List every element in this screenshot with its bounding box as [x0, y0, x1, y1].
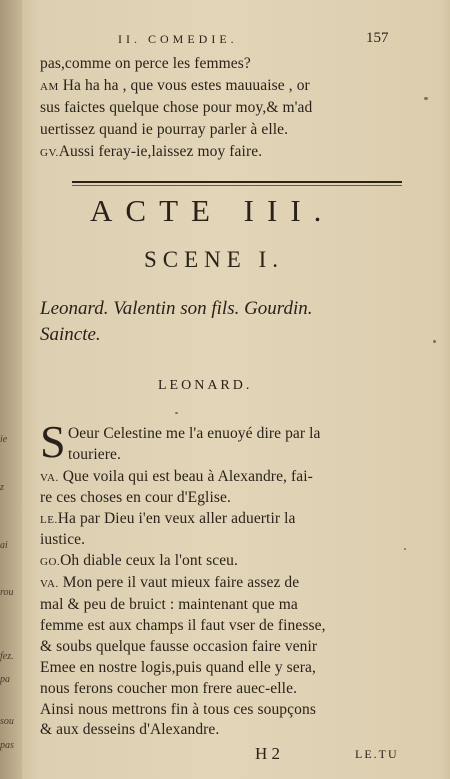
- signature-mark: H 2: [255, 744, 281, 763]
- cast-list-continued: Saincte.: [40, 324, 101, 345]
- margin-fragment: ai: [0, 540, 8, 551]
- line-text: Oeur Celestine me l'a enuoyé dire par la: [68, 425, 321, 442]
- speaker-tag: VA.: [40, 578, 59, 590]
- speaker-tag: GO.: [40, 556, 61, 568]
- line-text: & aux desseins d'Alexandre.: [40, 721, 220, 738]
- line-text: touriere.: [68, 446, 121, 463]
- margin-fragment: pa: [0, 674, 10, 685]
- text-line: [40, 721, 219, 739]
- text-line: [68, 446, 121, 464]
- line-text: nous ferons coucher mon frere auec-elle.: [40, 680, 298, 697]
- line-text: pas,comme on perce les femmes?: [40, 55, 251, 72]
- speaker-tag: LE.: [40, 514, 58, 526]
- ink-spot: [424, 97, 428, 100]
- line-text: Que voila qui est beau à Alexandre, fai-: [62, 468, 313, 485]
- speaker-heading: LEONARD.: [158, 378, 253, 393]
- margin-fragment: rou: [0, 587, 14, 598]
- text-line: [40, 638, 317, 656]
- line-text: re ces choses en cour d'Eglise.: [40, 489, 231, 506]
- section-rule: [72, 181, 402, 183]
- margin-fragment: pas: [0, 740, 14, 751]
- scene-title: SCENE I.: [144, 247, 284, 272]
- text-line: [40, 617, 326, 635]
- section-rule-thin: [72, 185, 402, 186]
- cast-list: Leonard. Valentin son fils. Gourdin.: [40, 298, 313, 319]
- text-line: [68, 425, 321, 443]
- line-text: mal & peu de bruict : maintenant que ma: [40, 596, 298, 613]
- text-line: [40, 552, 238, 570]
- text-line: [40, 55, 251, 73]
- text-line: [40, 531, 85, 549]
- text-line: [40, 659, 316, 677]
- line-text: Emee en nostre logis,puis quand elle y sera,: [40, 659, 317, 676]
- page-number: 157: [366, 30, 389, 46]
- ink-spot: [404, 548, 406, 550]
- text-line: [40, 574, 299, 592]
- line-text: Ha ha ha , que vous estes mauuaise , or: [62, 77, 310, 94]
- text-line: [40, 468, 313, 486]
- ink-spot: [175, 412, 178, 414]
- margin-fragment: sou: [0, 716, 14, 727]
- ink-spot: [433, 340, 436, 343]
- line-text: sus faictes quelque chose pour moy,& m'ad: [40, 99, 313, 116]
- act-title: ACTE III.: [90, 193, 335, 228]
- text-line: [40, 77, 310, 95]
- line-text: Aussi feray-ie,laissez moy faire.: [58, 143, 263, 160]
- text-line: [40, 701, 316, 719]
- text-line: [40, 121, 288, 139]
- line-text: iustice.: [40, 531, 86, 548]
- facing-page-margin: [0, 0, 22, 779]
- margin-fragment: ie: [0, 434, 8, 445]
- line-text: Mon pere il vaut mieux faire assez de: [62, 574, 300, 591]
- text-line: [40, 99, 312, 117]
- speaker-tag: AM: [40, 81, 59, 93]
- line-text: uertissez quand ie pourray parler à elle.: [40, 121, 289, 138]
- catchword: LE.TU: [355, 747, 399, 761]
- line-text: Oh diable ceux la l'ont sceu.: [60, 552, 238, 569]
- speaker-tag: GV.: [40, 147, 59, 159]
- margin-fragment: z: [0, 482, 4, 493]
- speaker-tag: VA.: [40, 472, 59, 484]
- margin-fragment: fez.: [0, 651, 14, 662]
- text-line: [40, 680, 297, 698]
- text-line: [40, 596, 298, 614]
- line-text: Ha par Dieu i'en veux aller aduertir la: [57, 510, 296, 527]
- text-line: [40, 510, 296, 528]
- line-text: & soubs quelque fausse occasion faire venir: [40, 638, 318, 655]
- line-text: femme est aux champs il faut vser de finesse,: [40, 617, 326, 634]
- line-text: Ainsi nous mettrons fin à tous ces soupçons: [40, 701, 316, 718]
- drop-cap: S: [40, 416, 66, 467]
- text-line: [40, 489, 231, 507]
- text-line: [40, 143, 262, 161]
- running-title: II. COMEDIE.: [118, 32, 238, 46]
